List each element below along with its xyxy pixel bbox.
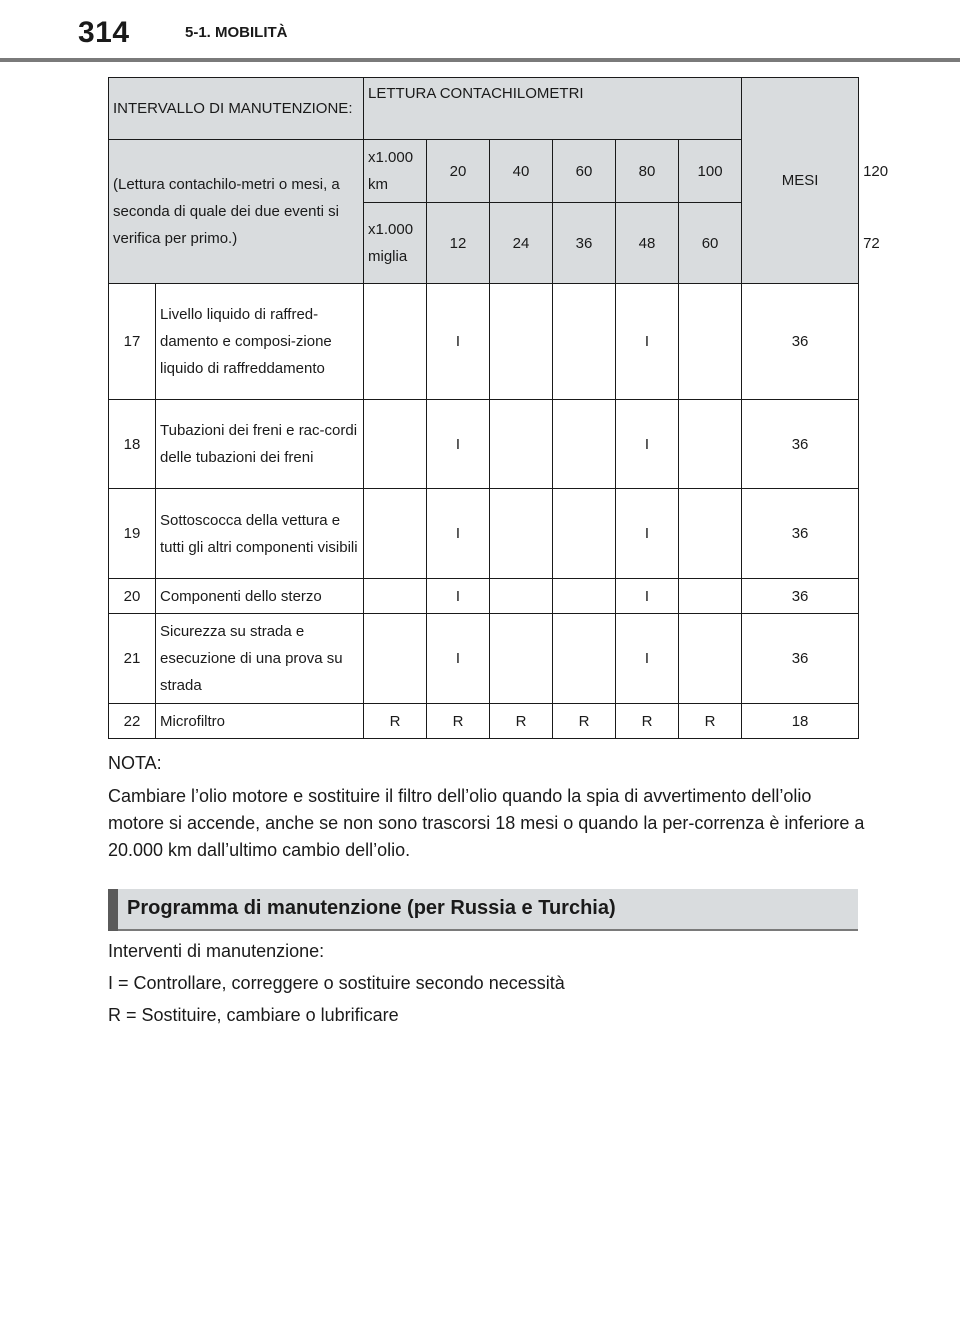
interval-cell <box>490 400 553 489</box>
km-value-cell: 100 <box>679 140 742 203</box>
interval-cell <box>679 489 742 579</box>
interval-cell: I <box>427 284 490 400</box>
interval-cell: R <box>427 704 490 739</box>
maintenance-legend <box>108 935 868 1031</box>
table-row <box>109 579 859 614</box>
interval-cell <box>364 579 427 614</box>
page-number: 314 <box>78 16 130 49</box>
table-row <box>109 614 859 704</box>
interval-cell <box>490 579 553 614</box>
row-description: Sottoscocca della vettura e tutti gli altri componenti visibili <box>156 489 364 579</box>
interval-cell <box>553 284 616 400</box>
legend-item: R = Sostituire, cambiare o lubrificare <box>108 1005 399 1025</box>
note-block <box>108 750 868 864</box>
interval-cell: I <box>427 614 490 704</box>
interval-cell <box>679 579 742 614</box>
interval-cell <box>490 614 553 704</box>
row-number: 17 <box>109 284 156 400</box>
table-row <box>109 704 859 739</box>
interval-cell <box>553 614 616 704</box>
interval-cell <box>364 400 427 489</box>
interval-cell: R <box>679 704 742 739</box>
mile-unit-cell: x1.000 miglia <box>364 203 427 284</box>
interval-cell: I <box>616 284 679 400</box>
interval-cell <box>553 489 616 579</box>
row-number: 19 <box>109 489 156 579</box>
interval-cell <box>553 579 616 614</box>
km-value-cell: 40 <box>490 140 553 203</box>
interval-cell: I <box>616 489 679 579</box>
legend-intro: Interventi di manutenzione: <box>108 941 325 961</box>
row-description: Sicurezza su strada e esecuzione di una prova su strada <box>156 614 364 704</box>
header-rule <box>0 58 960 62</box>
interval-cell: R <box>364 704 427 739</box>
note-text: Cambiare l’olio motore e sostituire il filtro dell’olio quando la spia di avvertimento dell’olio motore si accende, anche se non sono trascorsi 18 mesi o quando la per-correnza è inferiore a 20.000 km dall’ultimo cambio dell’olio. <box>108 786 865 860</box>
table-row <box>109 400 859 489</box>
row-months: 36 <box>742 400 859 489</box>
interval-cell: I <box>616 400 679 489</box>
mile-value-cell: 24 <box>490 203 553 284</box>
interval-cell <box>490 489 553 579</box>
interval-cell <box>679 614 742 704</box>
interval-cell <box>364 284 427 400</box>
section-title: 5-1. MOBILITÀ <box>185 24 288 41</box>
row-months: 36 <box>742 579 859 614</box>
row-months: 36 <box>742 284 859 400</box>
row-description: Tubazioni dei freni e rac-cordi delle tubazioni dei freni <box>156 400 364 489</box>
interval-note-cell: (Lettura contachilo-metri o mesi, a seconda di quale dei due eventi si verifica per primo.) <box>109 140 364 284</box>
row-description: Componenti dello sterzo <box>156 579 364 614</box>
mile-value-cell: 48 <box>616 203 679 284</box>
table-row <box>109 284 859 400</box>
interval-cell: I <box>616 579 679 614</box>
banner-title: Programma di manutenzione (per Russia e Turchia) <box>127 897 616 919</box>
row-number: 21 <box>109 614 156 704</box>
km-unit-cell: x1.000 km <box>364 140 427 203</box>
row-number: 18 <box>109 400 156 489</box>
km-value-cell: 60 <box>553 140 616 203</box>
interval-cell: I <box>427 400 490 489</box>
interval-cell <box>490 284 553 400</box>
table-row <box>109 489 859 579</box>
row-number: 22 <box>109 704 156 739</box>
interval-cell <box>679 284 742 400</box>
interval-cell <box>364 489 427 579</box>
maintenance-table: INTERVALLO DI MANUTENZIONE: LETTURA CONTACHILOMETRI MESI (Lettura contachilo-metri o mesi, a seconda di quale dei due eventi si verifica per primo.) x1.000 km 20 40 60 80 100 120 x1.000 miglia 12 24 36 48 60 72 17 Livello liquido di raffred-damento e composi-zione liquido di raffreddamento I I 36 18 Tubazioni dei freni e rac-cordi delle tubazioni dei freni I I 36 19 Sottoscocca della vettura e tutti gli altri componenti visibili I I 36 20 Componenti dello sterzo I I 36 21 Sicurezza su strada e esecuzione di una prova su strada I I 36 22 Microfiltro R R R R R R 18 <box>108 77 859 739</box>
km-value-cell: 20 <box>427 140 490 203</box>
interval-cell <box>364 614 427 704</box>
interval-cell: I <box>427 579 490 614</box>
interval-label-cell: INTERVALLO DI MANUTENZIONE: <box>109 78 364 140</box>
note-label: NOTA: <box>108 753 162 773</box>
interval-cell: R <box>553 704 616 739</box>
interval-cell: I <box>427 489 490 579</box>
row-description: Microfiltro <box>156 704 364 739</box>
row-months: 36 <box>742 614 859 704</box>
row-months: 36 <box>742 489 859 579</box>
mile-value-cell: 36 <box>553 203 616 284</box>
km-value-cell: 80 <box>616 140 679 203</box>
row-number: 20 <box>109 579 156 614</box>
months-label-cell: MESI <box>742 78 859 284</box>
row-description: Livello liquido di raffred-damento e composi-zione liquido di raffreddamento <box>156 284 364 400</box>
interval-cell: R <box>490 704 553 739</box>
odometer-label-cell: LETTURA CONTACHILOMETRI <box>364 78 742 140</box>
interval-cell <box>679 400 742 489</box>
interval-cell: R <box>616 704 679 739</box>
interval-cell <box>553 400 616 489</box>
row-months: 18 <box>742 704 859 739</box>
mile-value-cell: 60 <box>679 203 742 284</box>
section-banner <box>108 889 858 931</box>
banner-accent-bar <box>108 889 118 931</box>
interval-cell: I <box>616 614 679 704</box>
mile-value-cell: 12 <box>427 203 490 284</box>
legend-item: I = Controllare, correggere o sostituire secondo necessità <box>108 973 565 993</box>
page-header <box>0 0 960 62</box>
